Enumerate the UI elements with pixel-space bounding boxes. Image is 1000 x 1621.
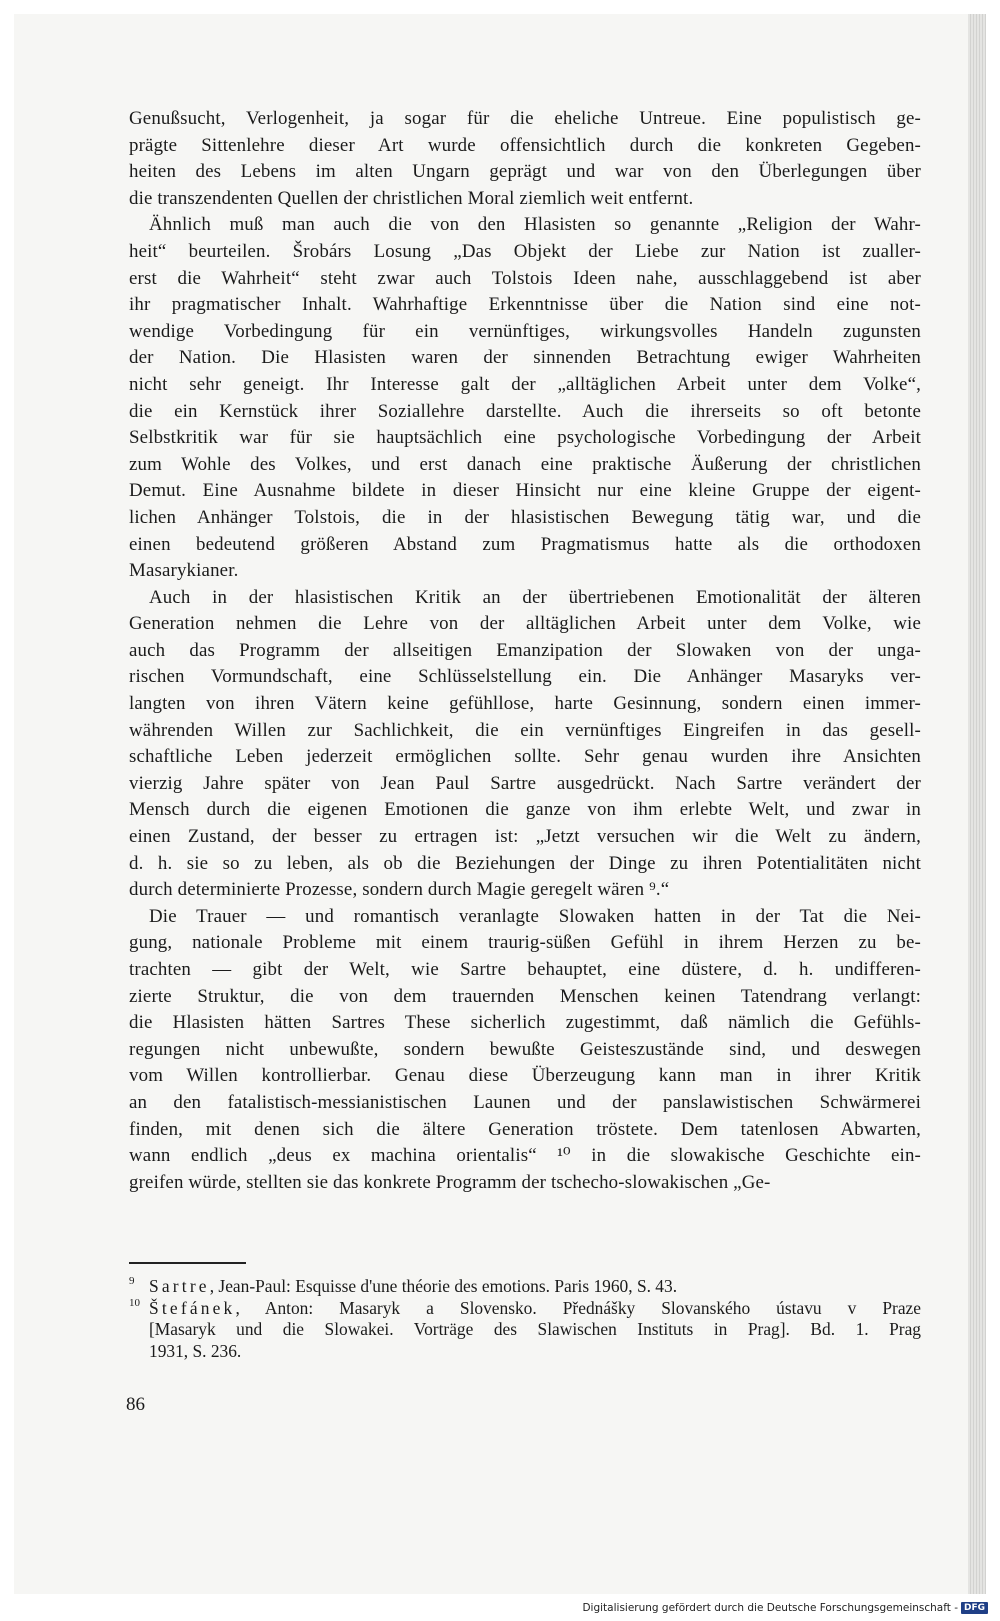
text-line: d. h. sie so zu leben, als ob die Beziehungen der Dinge zu ihren Potentialitäten nicht xyxy=(129,852,921,874)
footnote-rule xyxy=(129,1262,246,1264)
footnote-mark: 9 xyxy=(129,1275,135,1287)
text-line: prägte Sittenlehre dieser Art wurde offensichtlich durch die konkreten Gegeben- xyxy=(129,134,921,156)
text-line: vom Willen kontrollierbar. Genau diese Überzeugung kann man in ihrer Kritik xyxy=(129,1065,921,1087)
text-line: finden, mit denen sich die ältere Generation tröstete. Dem tatenlosen Abwarten, xyxy=(129,1118,921,1140)
text-line: auch das Programm der allseitigen Emanzipation der Slowaken von der unga- xyxy=(129,639,921,661)
footnote-text: , Anton: Masaryk a Slovensko. Přednášky Slovanského ústavu v Praze xyxy=(235,1297,921,1318)
text-line: durch determinierte Prozesse, sondern durch Magie geregelt wären ⁹.“ xyxy=(129,879,670,901)
text-line: vierzig Jahre später von Jean Paul Sartre ausgedrückt. Nach Sartre verändert der xyxy=(129,772,921,794)
page-edge xyxy=(968,14,986,1594)
text-line: gung, nationale Probleme mit einem traurig-süßen Gefühl in ihrem Herzen zu be- xyxy=(129,932,921,954)
footer-credit xyxy=(582,1602,988,1614)
text-line: zierte Struktur, die von dem trauernden Menschen keinen Tatendrang verlangt: xyxy=(129,985,921,1007)
text-line: die transzendenten Quellen der christlichen Moral ziemlich weit entfernt. xyxy=(129,187,694,209)
text-line: nicht sehr geneigt. Ihr Interesse galt der „alltäglichen Arbeit unter dem Volke“, xyxy=(129,373,921,395)
footnote-line xyxy=(149,1276,921,1298)
text-line: ihr pragmatischer Inhalt. Wahrhaftige Erkenntnisse über die Nation sind eine not- xyxy=(129,294,921,316)
text-line: wann endlich „deus ex machina orientalis“ ¹⁰ in die slowakische Geschichte ein- xyxy=(129,1145,921,1167)
text-line: Selbstkritik war für sie hauptsächlich eine psychologische Vorbedingung der Arbeit xyxy=(129,427,921,449)
text-line: langten von ihren Vätern keine gefühllose, harte Gesinnung, sondern einen immer- xyxy=(129,693,921,715)
text-line: lichen Anhänger Tolstois, die in der hlasistischen Bewegung tätig war, und die xyxy=(129,506,921,528)
text-line: währenden Willen zur Sachlichkeit, die ein vernünftiges Eingreifen in das gesell- xyxy=(129,719,921,741)
text-line: schaftliche Leben jederzeit ermöglichen sollte. Sehr genau wurden ihre Ansichten xyxy=(129,746,921,768)
footnote-author: Sartre xyxy=(149,1276,210,1296)
body-text xyxy=(129,106,921,1196)
text-line: Generation nehmen die Lehre von der alltäglichen Arbeit unter dem Volke, wie xyxy=(129,613,921,635)
footnote-line xyxy=(149,1298,921,1320)
footnote-author: Štefánek xyxy=(149,1297,236,1318)
text-line: wendige Vorbedingung für ein vernünftiges, wirkungsvolles Handeln zugunsten xyxy=(129,320,921,342)
text-line: Demut. Eine Ausnahme bildete in dieser Hinsicht nur eine kleine Gruppe der eigent- xyxy=(129,480,921,502)
page-number: 86 xyxy=(126,1394,145,1415)
footnote-10 xyxy=(129,1298,921,1363)
text-line: einen Zustand, der besser zu ertragen ist: „Jetzt versuchen wir die Welt zu ändern, xyxy=(129,826,921,848)
text-line: einen bedeutend größeren Abstand zum Pragmatismus hatte als die orthodoxen xyxy=(129,533,921,555)
text-line: an den fatalistisch-messianistischen Launen und der panslawistischen Schwärmerei xyxy=(129,1091,921,1113)
text-line: zum Wohle des Volkes, und erst danach eine praktische Äußerung der christlichen xyxy=(129,453,921,475)
footnote-mark: 10 xyxy=(129,1296,140,1309)
footnote-line: 1931, S. 236. xyxy=(149,1340,242,1361)
text-line: Ähnlich muß man auch die von den Hlasisten so genannte „Religion der Wahr- xyxy=(149,214,921,236)
text-line: Masarykianer. xyxy=(129,560,239,582)
dfg-logo-icon: DFG xyxy=(961,1602,988,1614)
text-line: regungen nicht unbewußte, sondern bewußte Geisteszustände sind, und deswegen xyxy=(129,1038,921,1060)
text-line: Auch in der hlasistischen Kritik an der übertriebenen Emotionalität der älteren xyxy=(149,586,921,608)
text-line: greifen würde, stellten sie das konkrete Programm der tschecho-slowakischen „Ge- xyxy=(129,1171,771,1193)
text-line: der Nation. Die Hlasisten waren der sinnenden Betrachtung ewiger Wahrheiten xyxy=(129,347,921,369)
text-line: Genußsucht, Verlogenheit, ja sogar für die eheliche Untreue. Eine populistisch ge- xyxy=(129,108,921,129)
footnote-9 xyxy=(129,1276,921,1298)
text-line: trachten — gibt der Welt, wie Sartre behauptet, eine düstere, d. h. undifferen- xyxy=(129,959,921,980)
text-line: erst die Wahrheit“ steht zwar auch Tolstois Ideen nahe, ausschlaggebend ist aber xyxy=(129,267,921,289)
text-line: rischen Vormundschaft, eine Schlüsselstellung ein. Die Anhänger Masaryks ver- xyxy=(129,666,921,688)
text-line: Mensch durch die eigenen Emotionen die ganze von ihm erlebte Welt, und zwar in xyxy=(129,799,921,821)
text-line: heiten des Lebens im alten Ungarn geprägt und war von den Überlegungen über xyxy=(129,161,921,183)
footnote-text: , Jean-Paul: Esquisse d'une théorie des emotions. Paris 1960, S. 43. xyxy=(209,1276,678,1296)
text-line: Die Trauer — und romantisch veranlagte Slowaken hatten in der Tat die Nei- xyxy=(149,905,921,927)
text-line: die Hlasisten hätten Sartres These sicherlich zugestimmt, daß nämlich die Gefühls- xyxy=(129,1012,921,1034)
footnote-line: [Masaryk und die Slowakei. Vorträge des Slawischen Instituts in Prag]. Bd. 1. Prag xyxy=(149,1319,921,1339)
text-line: heit“ beurteilen. Šrobárs Losung „Das Objekt der Liebe zur Nation ist zualler- xyxy=(129,240,921,262)
footnotes xyxy=(129,1276,921,1362)
footer-text: Digitalisierung gefördert durch die Deutsche Forschungsgemeinschaft - xyxy=(582,1602,958,1614)
text-line: die ein Kernstück ihrer Soziallehre darstellte. Auch die ihrerseits so oft betonte xyxy=(129,400,921,422)
